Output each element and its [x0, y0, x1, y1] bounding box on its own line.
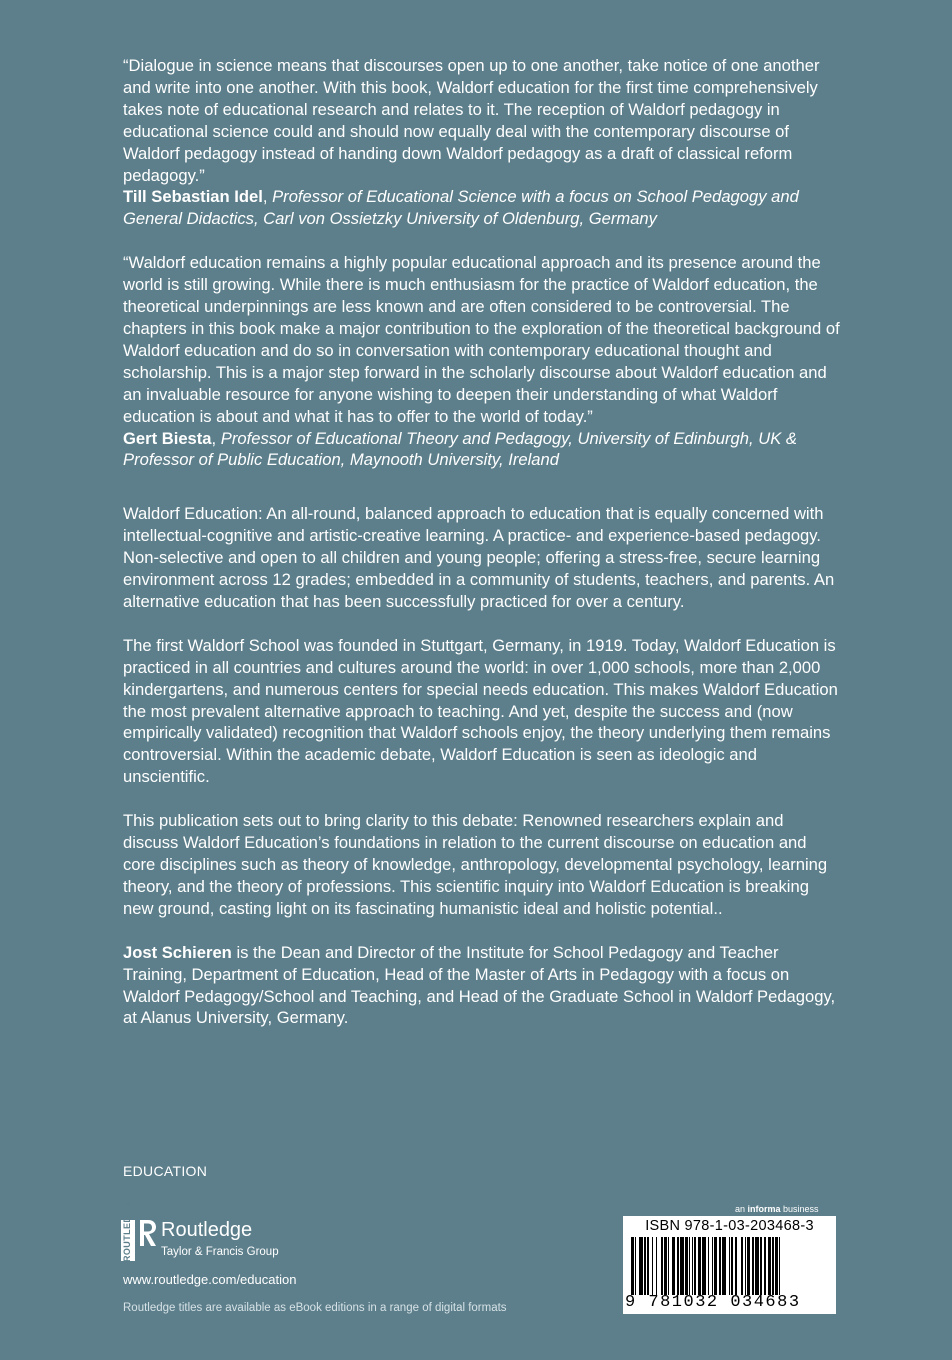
routledge-logo	[121, 1201, 321, 1264]
barcode-bar	[752, 1237, 753, 1295]
barcode-bar	[668, 1237, 669, 1295]
informa-business-tag	[735, 1204, 819, 1214]
barcode-bar	[768, 1237, 771, 1295]
quote-1-affiliation: Professor of Educational Science with a focus on School Pedagogy and General Didactics, Carl von Ossietzky University of Oldenburg, Germany	[123, 187, 799, 229]
barcode-bar	[741, 1237, 744, 1295]
quote-2-attribution: Gert Biesta, Professor of Educational Theory and Pedagogy, University of Edinburgh, UK & Professor of Public Education, Maynooth University, Ireland	[123, 428, 797, 470]
informa-suffix: business	[780, 1204, 819, 1214]
bio-author-name: Jost Schieren	[123, 942, 232, 962]
logo-bar	[121, 1201, 135, 1262]
barcode-bar	[719, 1237, 720, 1295]
informa-prefix: an	[735, 1204, 748, 1214]
barcode-bar	[760, 1237, 761, 1295]
subject-category: EDUCATION	[123, 1163, 208, 1179]
quote-1-author: Till Sebastian Idel	[123, 187, 263, 207]
barcode-bar	[661, 1237, 662, 1295]
barcode-bar	[772, 1237, 773, 1295]
ebook-note: Routledge titles are available as eBook editions in a range of digital formats	[123, 1302, 507, 1314]
barcode-bar	[644, 1237, 645, 1295]
publisher-url[interactable]: www.routledge.com/education	[123, 1272, 297, 1287]
quote-1-attribution: Till Sebastian Idel, Professor of Educational Science with a focus on School Pedagogy and General Didactics, Carl von Ossietzky University of Oldenburg, Germany	[123, 187, 799, 229]
quote-2-affiliation: Professor of Educational Theory and Pedagogy, University of Edinburgh, UK & Professor of Public Education, Maynooth University, Ireland	[123, 428, 797, 470]
barcode-bar	[635, 1237, 636, 1295]
barcode-bar	[652, 1237, 653, 1295]
quote-1-text: “Dialogue in science means that discourses open up to one another, take notice of one another and write into one another. With this book, Waldorf education for the first time comprehensively takes note of educational research and relates to it. The reception of Waldorf pedagogy in educational science could and should now equally deal with the contemporary discourse of Waldorf pedagogy instead of handing down Waldorf pedagogy as a draft of classical reform pedagogy.”	[123, 56, 820, 185]
description-paragraph-3: This publication sets out to bring clarity to this debate: Renowned researchers explain and discuss Waldorf Education’s foundations in relation to the current discourse on education and core disciplines such as theory of knowledge, anthropology, developmental psychology, learning theory, and the theory of professions. This scientific inquiry into Waldorf Education is breaking new ground, casting light on its fascinating humanistic ideal and holistic potential..	[123, 811, 828, 918]
barcode-bar	[702, 1237, 706, 1295]
barcode-bar	[694, 1237, 695, 1295]
isbn-barcode	[623, 1216, 836, 1314]
barcode-bar	[680, 1237, 684, 1295]
barcode-bar	[779, 1237, 780, 1295]
barcode-bar	[664, 1237, 667, 1295]
barcode-bar	[685, 1237, 688, 1295]
quote-2-author: Gert Biesta	[123, 428, 212, 448]
barcode-bar	[735, 1237, 736, 1295]
barcode-bar	[708, 1237, 709, 1295]
barcode-bar	[698, 1237, 701, 1295]
description-paragraph-1: Waldorf Education: An all-round, balanced approach to education that is equally concerned with intellectual-cognitive and artistic-creative learning. A practice- and experience-based pedagogy. Non-selective and open to all children and young people; offering a stress-free, secure learning environment across 12 grades; embedded in a community of students, teachers, and parents. An alternative education that has been successfully practiced for over a century.	[123, 504, 835, 611]
routledge-r-icon-svg	[138, 1218, 158, 1248]
routledge-r-icon	[138, 1218, 158, 1254]
barcode-bar	[747, 1237, 750, 1295]
barcode-bar	[631, 1237, 634, 1295]
barcode-digits: 9 781032 034683	[625, 1293, 801, 1312]
quote-2-text: “Waldorf education remains a highly popular educational approach and its presence around the world is still growing. While there is much enthusiasm for the practice of Waldorf education, the theoretical underpinnings are less known and are often considered to be controversial. The chapters in this book make a major contribution to the exploration of the theoretical background of Waldorf education and do so in conversation with contemporary educational thought and scholarship. This is a major step forward in the scholarly discourse about Waldorf education and an invaluable resource for anyone wishing to deepen their understanding of what Waldorf education is about and what it has to offer to the world of today.”	[123, 253, 840, 426]
barcode-bar	[712, 1237, 713, 1295]
barcode-bar	[647, 1237, 650, 1295]
informa-brand: informa	[747, 1204, 781, 1214]
barcode-bar	[731, 1237, 732, 1295]
barcode-bar	[672, 1237, 675, 1295]
barcode-bar	[722, 1237, 726, 1295]
publisher-name: Routledge	[161, 1219, 253, 1241]
barcode-bar	[689, 1237, 690, 1295]
barcode-bar	[677, 1237, 678, 1295]
barcode-bar	[729, 1237, 730, 1295]
publisher-group: Taylor & Francis Group	[161, 1246, 279, 1258]
barcode-bar	[764, 1237, 765, 1295]
description-paragraph-2: The first Waldorf School was founded in Stuttgart, Germany, in 1919. Today, Waldorf Education is practiced in all countries and cultures around the world: in over 1,000 schools, more than 2,000 kindergartens, and numerous centers for special needs education. This makes Waldorf Education the most prevalent alternative approach to teaching. And yet, despite the success and (now empirically validated) recognition that Waldorf schools enjoy, the theory underlying them remains controversial. Within the academic debate, Waldorf Education is seen as ideologic and unscientific.	[123, 635, 838, 787]
isbn-label: ISBN 978-1-03-203468-3	[645, 1218, 814, 1234]
barcode-bar	[775, 1237, 778, 1295]
barcode-bar	[656, 1237, 657, 1295]
barcode-bar	[639, 1237, 643, 1295]
barcode-bar	[755, 1237, 759, 1295]
author-bio	[123, 942, 843, 1030]
barcode-bar	[692, 1237, 693, 1295]
barcode-bar	[745, 1237, 746, 1295]
barcode-bars	[631, 1237, 831, 1295]
back-cover-text	[123, 55, 843, 1029]
logo-bar-text: ROUTLEDGE	[122, 1201, 132, 1262]
bio-text: is the Dean and Director of the Institute for School Pedagogy and Teacher Training, Department of Education, Head of the Master of Arts in Pedagogy with a focus on Waldorf Pedagogy/School and Teaching, and Head of the Graduate School in Waldorf Pedagogy, at Alanus University, Germany.	[123, 942, 836, 1028]
barcode-bar	[714, 1237, 717, 1295]
